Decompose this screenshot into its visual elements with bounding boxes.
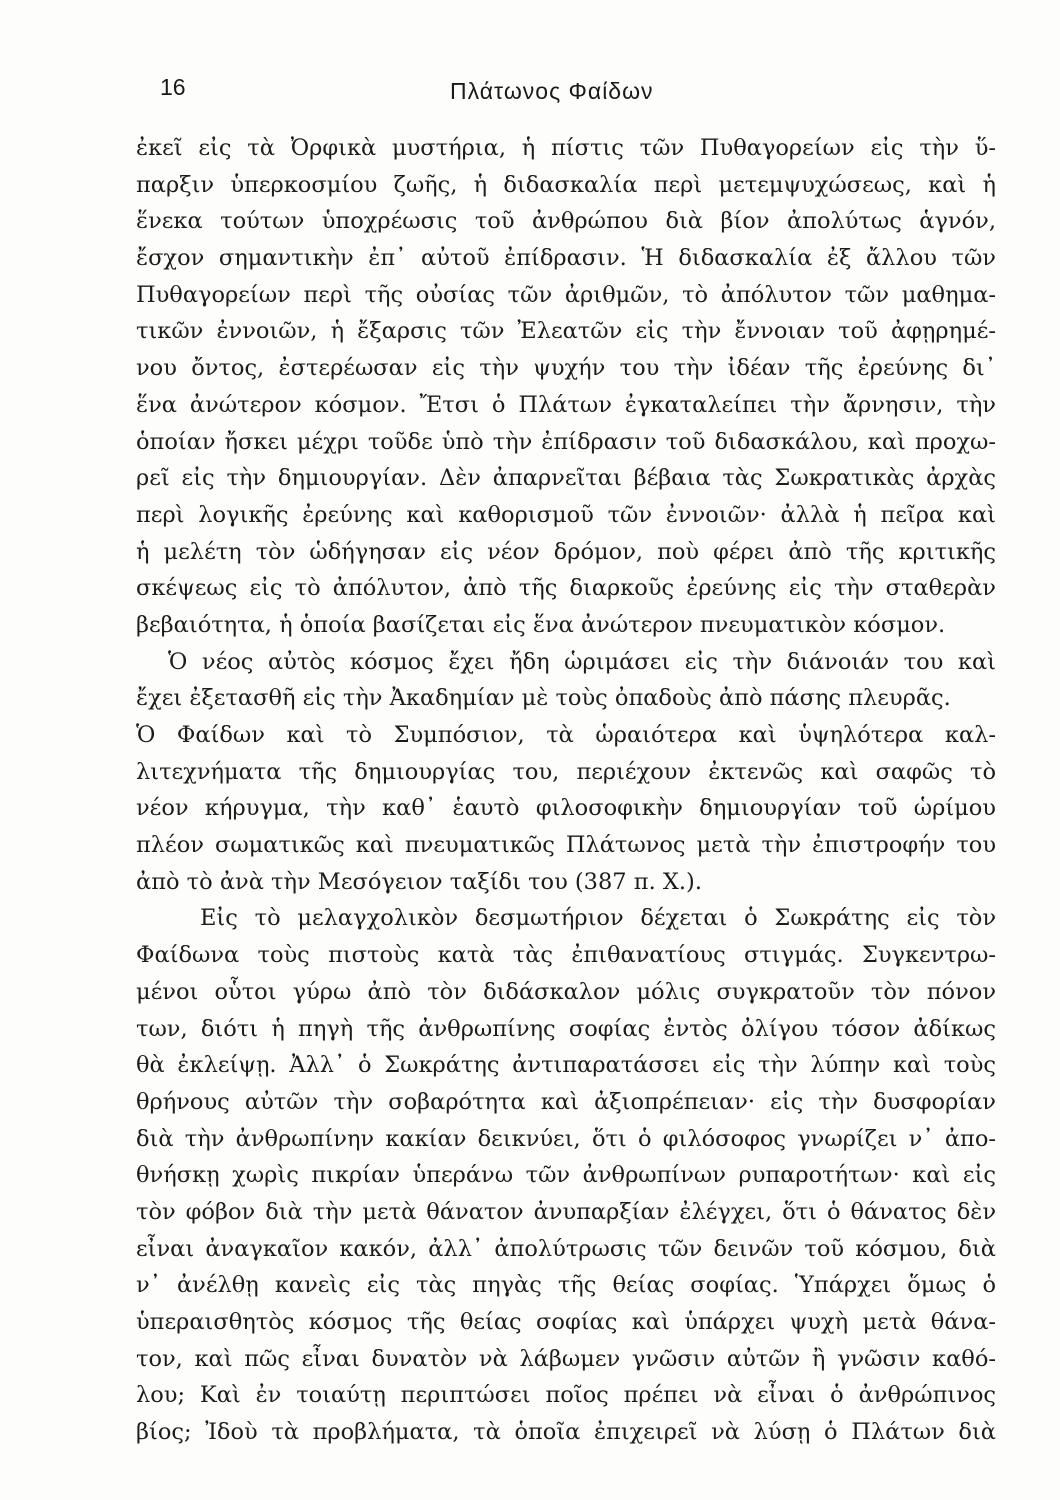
- text-line: των, διότι ἡ πηγὴ τῆς ἀνθρωπίνης σοφίας ἐντὸς ὀλίγου τόσον ἀδίκως: [136, 1015, 996, 1042]
- text-line: ἕνα ἀνώτερον κόσμον. Ἔτσι ὁ Πλάτων ἐγκαταλείπει τὴν ἄρνησιν, τὴν: [136, 391, 996, 418]
- body-text: [136, 130, 996, 1451]
- text-line: λιτεχνήματα τῆς δημιουργίας του, περιέχουν ἐκτενῶς καὶ σαφῶς τὸ: [136, 758, 996, 785]
- text-line: διὰ τὴν ἀνθρωπίνην κακίαν δεικνύει, ὅτι ὁ φιλόσοφος γνωρίζει ν᾽ ἀπο-: [136, 1125, 996, 1152]
- text-line: νου ὄντος, ἐστερέωσαν εἰς τὴν ψυχήν του τὴν ἰδέαν τῆς ἐρεύνης δι᾽: [136, 355, 996, 382]
- text-line: πλέον σωματικῶς καὶ πνευματικῶς Πλάτωνος μετὰ τὴν ἐπιστροφήν του: [136, 832, 996, 859]
- text-line: θρήνους αὐτῶν τὴν σοβαρότητα καὶ ἀξιοπρέπειαν· εἰς τὴν δυσφορίαν: [136, 1088, 996, 1115]
- text-line: μένοι οὗτοι γύρω ἀπὸ τὸν διδάσκαλον μόλις συγκρατοῦν τὸν πόνον: [136, 978, 996, 1005]
- text-line: βίος; Ἰδοὺ τὰ προβλήματα, τὰ ὁποῖα ἐπιχειρεῖ νὰ λύσῃ ὁ Πλάτων διὰ: [136, 1419, 996, 1446]
- text-line: λου; Καὶ ἐν τοιαύτῃ περιπτώσει ποῖος πρέπει νὰ εἶναι ὁ ἀνθρώπινος: [136, 1382, 996, 1409]
- text-line: ἔσχον σημαντικὴν ἐπ᾽ αὐτοῦ ἐπίδρασιν. Ἡ διδασκαλία ἐξ ἄλλου τῶν: [136, 245, 996, 272]
- text-line: θνήσκῃ χωρὶς πικρίαν ὑπεράνω τῶν ἀνθρωπίνων ρυπαροτήτων· καὶ εἰς: [136, 1162, 996, 1189]
- text-line: ρεῖ εἰς τὴν δημιουργίαν. Δὲν ἀπαρνεῖται βέβαια τὰς Σωκρατικὰς ἀρχὰς: [136, 465, 996, 492]
- text-line: περὶ λογικῆς ἐρεύνης καὶ καθορισμοῦ τῶν ἐννοιῶν· ἀλλὰ ἡ πεῖρα καὶ: [136, 501, 996, 528]
- text-line: θὰ ἐκλείψῃ. Ἀλλ᾽ ὁ Σωκράτης ἀντιπαρατάσσει εἰς τὴν λύπην καὶ τοὺς: [136, 1052, 996, 1079]
- text-line: ὁποίαν ἤσκει μέχρι τοῦδε ὑπὸ τὴν ἐπίδρασιν τοῦ διδασκάλου, καὶ προχω-: [136, 428, 996, 455]
- text-line: Ὁ νέος αὐτὸς κόσμος ἔχει ἤδη ὡριμάσει εἰς τὴν διάνοιάν του καὶ: [168, 648, 996, 675]
- running-title: Πλάτωνος Φαίδων: [450, 78, 654, 104]
- page-number: 16: [160, 74, 186, 100]
- text-line: τικῶν ἐννοιῶν, ἡ ἔξαρσις τῶν Ἐλεατῶν εἰς τὴν ἔννοιαν τοῦ ἀφῃρημέ-: [136, 318, 996, 345]
- text-line: τὸν φόβον διὰ τὴν μετὰ θάνατον ἀνυπαρξίαν ἐλέγχει, ὅτι ὁ θάνατος δὲν: [136, 1198, 996, 1225]
- text-line: τον, καὶ πῶς εἶναι δυνατὸν νὰ λάβωμεν γνῶσιν αὐτῶν ἢ γνῶσιν καθό-: [136, 1345, 996, 1372]
- text-line: ν᾽ ἀνέλθῃ κανεὶς εἰς τὰς πηγὰς τῆς θείας σοφίας. Ὑπάρχει ὅμως ὁ: [136, 1272, 996, 1299]
- text-line: ἡ μελέτη τὸν ὡδήγησαν εἰς νέον δρόμον, ποὺ φέρει ἀπὸ τῆς κριτικῆς: [136, 538, 996, 565]
- text-line: Πυθαγορείων περὶ τῆς οὐσίας τῶν ἀριθμῶν, τὸ ἀπόλυτον τῶν μαθημα-: [136, 281, 996, 308]
- text-line: σκέψεως εἰς τὸ ἀπόλυτον, ἀπὸ τῆς διαρκοῦς ἐρεύνης εἰς τὴν σταθερὰν: [136, 575, 996, 602]
- text-line: ἕνεκα τούτων ὑποχρέωσις τοῦ ἀνθρώπου διὰ βίον ἀπολύτως ἁγνόν,: [136, 208, 996, 235]
- text-line: ἀπὸ τὸ ἀνὰ τὴν Μεσόγειον ταξίδι του (387 π. Χ.).: [136, 868, 702, 895]
- text-line: ἔχει ἐξετασθῆ εἰς τὴν Ἀκαδημίαν μὲ τοὺς ὀπαδοὺς ἀπὸ πάσης πλευρᾶς.: [136, 685, 951, 712]
- text-line: Φαίδωνα τοὺς πιστοὺς κατὰ τὰς ἐπιθανατίους στιγμάς. Συγκεντρω-: [136, 942, 996, 969]
- text-line: Εἰς τὸ μελαγχολικὸν δεσμωτήριον δέχεται ὁ Σωκράτης εἰς τὸν: [200, 905, 996, 932]
- text-line: βεβαιότητα, ἡ ὁποία βασίζεται εἰς ἕνα ἀνώτερον πνευματικὸν κόσμον.: [136, 611, 946, 638]
- text-line: νέον κήρυγμα, τὴν καθ᾽ ἑαυτὸ φιλοσοφικὴν δημιουργίαν τοῦ ὡρίμου: [136, 795, 996, 822]
- text-line: ἐκεῖ εἰς τὰ Ὀρφικὰ μυστήρια, ἡ πίστις τῶν Πυθαγορείων εἰς τὴν ὕ-: [136, 135, 996, 161]
- text-line: Ὁ Φαίδων καὶ τὸ Συμπόσιον, τὰ ὡραιότερα καὶ ὑψηλότερα καλ-: [136, 722, 996, 748]
- text-line: παρξιν ὑπερκοσμίου ζωῆς, ἡ διδασκαλία περὶ μετεμψυχώσεως, καὶ ἡ: [136, 171, 996, 198]
- text-line: εἶναι ἀναγκαῖον κακόν, ἀλλ᾽ ἀπολύτρωσις τῶν δεινῶν τοῦ κόσμου, διὰ: [136, 1235, 996, 1262]
- text-line: ὑπεραισθητὸς κόσμος τῆς θείας σοφίας καὶ ὑπάρχει ψυχὴ μετὰ θάνα-: [136, 1309, 996, 1335]
